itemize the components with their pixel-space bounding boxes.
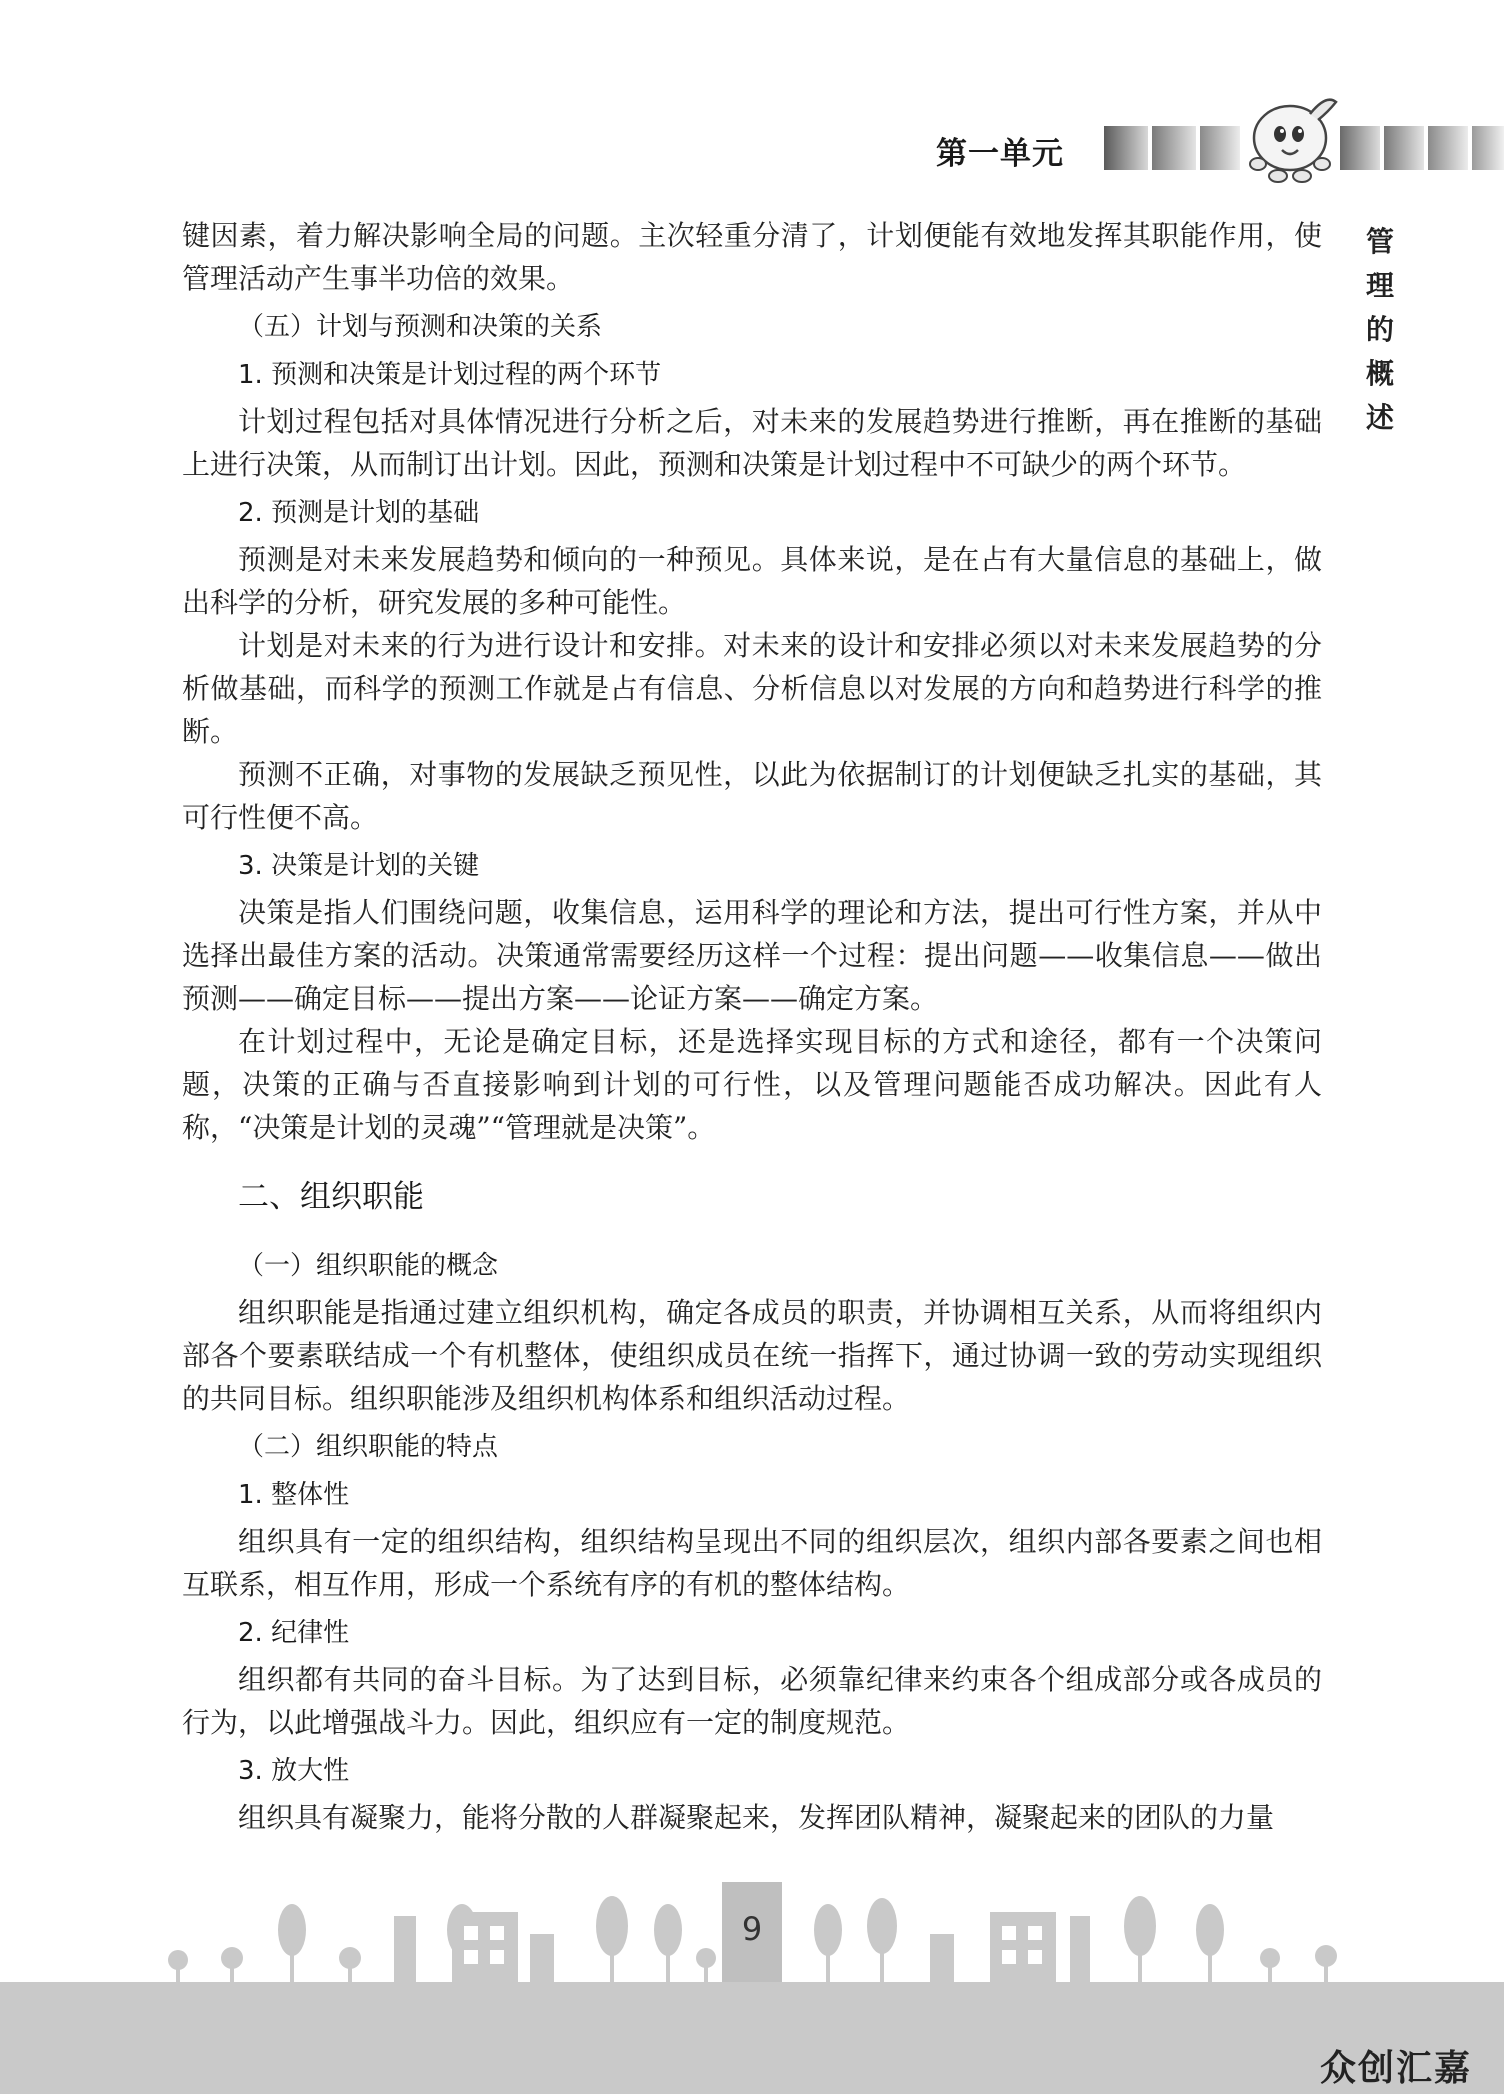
chapter-side-tab xyxy=(1358,220,1402,440)
page-number: 9 xyxy=(741,1910,763,1948)
paragraph: 预测不正确，对事物的发展缺乏预见性，以此为依据制订的计划便缺乏扎实的基础，其可行性便不高。 xyxy=(182,758,1322,834)
subsection-heading: 3. 放大性 xyxy=(238,1756,350,1786)
paragraph: 组织具有凝聚力，能将分散的人群凝聚起来，发挥团队精神，凝聚起来的团队的力量 xyxy=(238,1801,1275,1834)
side-tab-char: 理 xyxy=(1365,269,1394,302)
paragraph: 在计划过程中，无论是确定目标，还是选择实现目标的方式和途径，都有一个决策问题，决策的正确与否直接影响到计划的可行性，以及管理问题能否成功解决。因此有人称，“决策是计划的灵魂”“管理就是决策”。 xyxy=(182,1025,1322,1144)
section-heading: （二）组织职能的特点 xyxy=(238,1432,499,1462)
paragraph: 计划过程包括对具体情况进行分析之后，对未来的发展趋势进行推断，再在推断的基础上进行决策，从而制订出计划。因此，预测和决策是计划过程中不可缺少的两个环节。 xyxy=(182,405,1322,481)
unit-title: 第一单元 xyxy=(936,136,1064,172)
paragraph: 组织职能是指通过建立组织机构，确定各成员的职责，并协调相互关系，从而将组织内部各个要素联结成一个有机整体，使组织成员在统一指挥下，通过协调一致的劳动实现组织的共同目标。组织职能涉及组织机构体系和组织活动过程。 xyxy=(182,1296,1322,1415)
mascot-icon xyxy=(1240,88,1340,188)
chapter-heading: 二、组织职能 xyxy=(238,1179,424,1215)
paragraph: 组织具有一定的组织结构，组织结构呈现出不同的组织层次，组织内部各要素之间也相互联系，相互作用，形成一个系统有序的有机的整体结构。 xyxy=(182,1525,1322,1601)
paragraph: 键因素，着力解决影响全局的问题。主次轻重分清了，计划便能有效地发挥其职能作用，使管理活动产生事半功倍的效果。 xyxy=(182,219,1322,295)
subsection-heading: 1. 预测和决策是计划过程的两个环节 xyxy=(238,360,662,390)
subsection-heading: 2. 纪律性 xyxy=(238,1618,350,1648)
side-tab-char: 的 xyxy=(1365,313,1394,346)
section-heading: （一）组织职能的概念 xyxy=(238,1251,499,1281)
section-heading: （五）计划与预测和决策的关系 xyxy=(238,312,603,342)
subsection-heading: 2. 预测是计划的基础 xyxy=(238,498,480,528)
footer-band xyxy=(0,1982,1504,2094)
paragraph: 组织都有共同的奋斗目标。为了达到目标，必须靠纪律来约束各个组成部分或各成员的行为，以此增强战斗力。因此，组织应有一定的制度规范。 xyxy=(182,1663,1322,1739)
paragraph: 计划是对未来的行为进行设计和安排。对未来的设计和安排必须以对未来发展趋势的分析做基础，而科学的预测工作就是占有信息、分析信息以对发展的方向和趋势进行科学的推断。 xyxy=(182,629,1322,748)
side-tab-char: 管 xyxy=(1365,225,1394,258)
subsection-heading: 1. 整体性 xyxy=(238,1480,350,1510)
page-body xyxy=(182,214,1322,1839)
watermark: 众创汇嘉 xyxy=(1320,2048,1473,2089)
paragraph: 决策是指人们围绕问题，收集信息，运用科学的理论和方法，提出可行性方案，并从中选择出最佳方案的活动。决策通常需要经历这样一个过程：提出问题——收集信息——做出预测——确定目标——提出方案——论证方案——确定方案。 xyxy=(182,896,1322,1015)
side-tab-char: 概 xyxy=(1365,357,1394,390)
subsection-heading: 3. 决策是计划的关键 xyxy=(238,851,480,881)
paragraph: 预测是对未来发展趋势和倾向的一种预见。具体来说，是在占有大量信息的基础上，做出科学的分析，研究发展的多种可能性。 xyxy=(182,543,1322,619)
side-tab-char: 述 xyxy=(1365,401,1394,434)
